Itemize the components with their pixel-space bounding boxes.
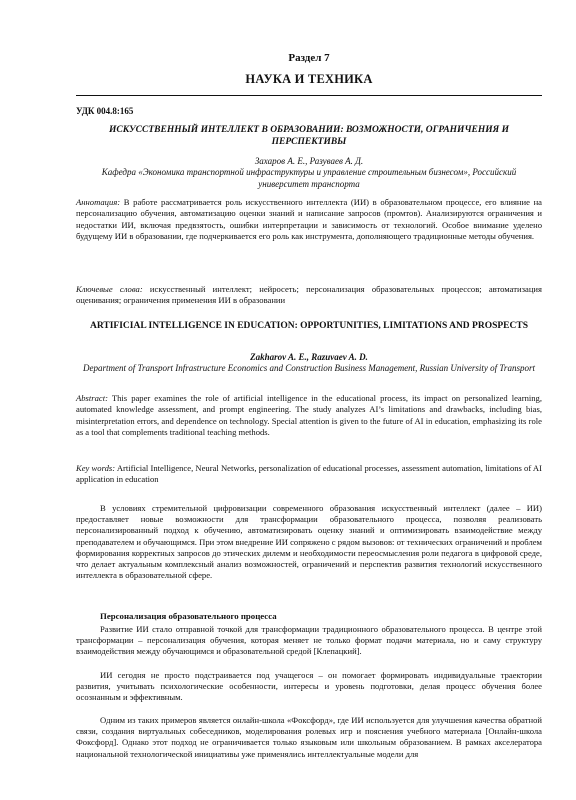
title-en: ARTIFICIAL INTELLIGENCE IN EDUCATION: OPPORTUNITIES, LIMITATIONS AND PROSPECTS: [90, 321, 528, 331]
body-paragraph: В условиях стремительной цифровизации современного образования искусственный интеллект (далее – ИИ) предоставляет новые возможности для трансформации образовательного процесса, позволяя реализовать персонализированный подход к обучению, автоматизировать оценку знаний и оптимизировать взаимодействие между преподавателем и обучающимся. При этом внедрение ИИ сопряжено с рядом вызовов: от технических ограничений и проблем формирования корректных запросов до этических дилемм и необходимости переосмысления роли педагога в цифровой среде, что делает актуальным комплексный анализ возможностей, ограничений и перспектив развития технологий искусственного интеллекта в образовательной сфере.: [76, 503, 542, 581]
title-ru: ИСКУССТВЕННЫЙ ИНТЕЛЛЕКТ В ОБРАЗОВАНИИ: ВОЗМОЖНОСТИ, ОГРАНИЧЕНИЯ И ПЕРСПЕКТИВЫ: [109, 125, 509, 147]
keywords-en-label: Key words:: [76, 463, 116, 473]
authors-ru: Захаров А. Е., Разуваев А. Д.: [254, 156, 364, 166]
section-label: Раздел 7: [288, 52, 330, 64]
keywords-ru-text: искусственный интеллект; нейросеть; персонализация образовательных процессов; автоматизация оценивания; ограничения применения ИИ в образовании: [76, 284, 542, 306]
body-paragraph: ИИ сегодня не просто подстраивается под учащегося – он помогает формировать индивидуальные траектории развития, учитывать психологические особенности, интересы и уровень подготовки, делая процесс обучения более осознанным и эффективным.: [76, 670, 542, 703]
abstract-ru: [76, 197, 542, 243]
keywords-en-text: Artificial Intelligence, Neural Networks, personalization of educational processes, assessment automation, limitations of AI application in education: [76, 463, 542, 485]
abstract-en: [76, 393, 542, 439]
section-topic: НАУКА И ТЕХНИКА: [245, 72, 373, 86]
abstract-ru-label: Аннотация:: [76, 197, 121, 207]
keywords-en: [76, 463, 542, 486]
keywords-ru-label: Ключевые слова:: [76, 284, 143, 294]
keywords-ru: [76, 284, 542, 307]
body-paragraph: Развитие ИИ стало отправной точкой для трансформации традиционного образовательного процесса. В центре этой трансформации – персонализация обучения, которая меняет не только формат подачи материала, но и саму структуру взаимодействия между обучающимся и образовательной средой [Клепацкий].: [76, 624, 542, 657]
abstract-en-label: Abstract:: [76, 393, 108, 403]
affiliation-en: Department of Transport Infrastructure Economics and Construction Business Management, Russian University of Transport: [83, 363, 535, 373]
abstract-ru-text: В работе рассматривается роль искусственного интеллекта (ИИ) в образовательном процессе, его влияние на персонализацию обучения, автоматизацию оценки знаний и написание запросов (промтов). Анализируются ограничения и недостатки ИИ, включая предвзятость, ошибки интерпретации и зависимость от технологий. Особое внимание уделено будущему ИИ в образовании, где подчеркивается его роль как инструмента, дополняющего традиционные методы обучения.: [76, 197, 542, 242]
authors-en: Zakharov A. E., Razuvaev A. D.: [250, 352, 368, 362]
section-subheading: Персонализация образовательного процесса: [100, 611, 277, 621]
body-paragraph: Одним из таких примеров является онлайн-школа «Фоксфорд», где ИИ используется для улучшения качества обратной связи, создания виртуальных собеседников, моделирования ролевых игр и пояснения учебного материала [Онлайн-школа Фоксфорд]. Однако этот подход не ограничивается только языковым или школьным образованием. В рамках акселератора национальной технологической инициативы уже применялись интеллектуальные модели для: [76, 715, 542, 759]
header-rule: [76, 95, 542, 96]
affiliation-ru: Кафедра «Экономика транспортной инфраструктуры и управление строительным бизнесом», Российский университет транспорта: [101, 167, 517, 189]
udk-code: УДК 004.8:165: [76, 106, 134, 116]
abstract-en-text: This paper examines the role of artificial intelligence in the educational process, its impact on personalized learning, automated knowledge assessment, and prompt engineering. The study analyzes AI’s limitations and drawbacks, including bias, misinterpretation errors, and dependence on technology. Special attention is given to the future of AI in education, emphasizing its role as a tool that complements traditional teaching methods.: [76, 393, 542, 438]
